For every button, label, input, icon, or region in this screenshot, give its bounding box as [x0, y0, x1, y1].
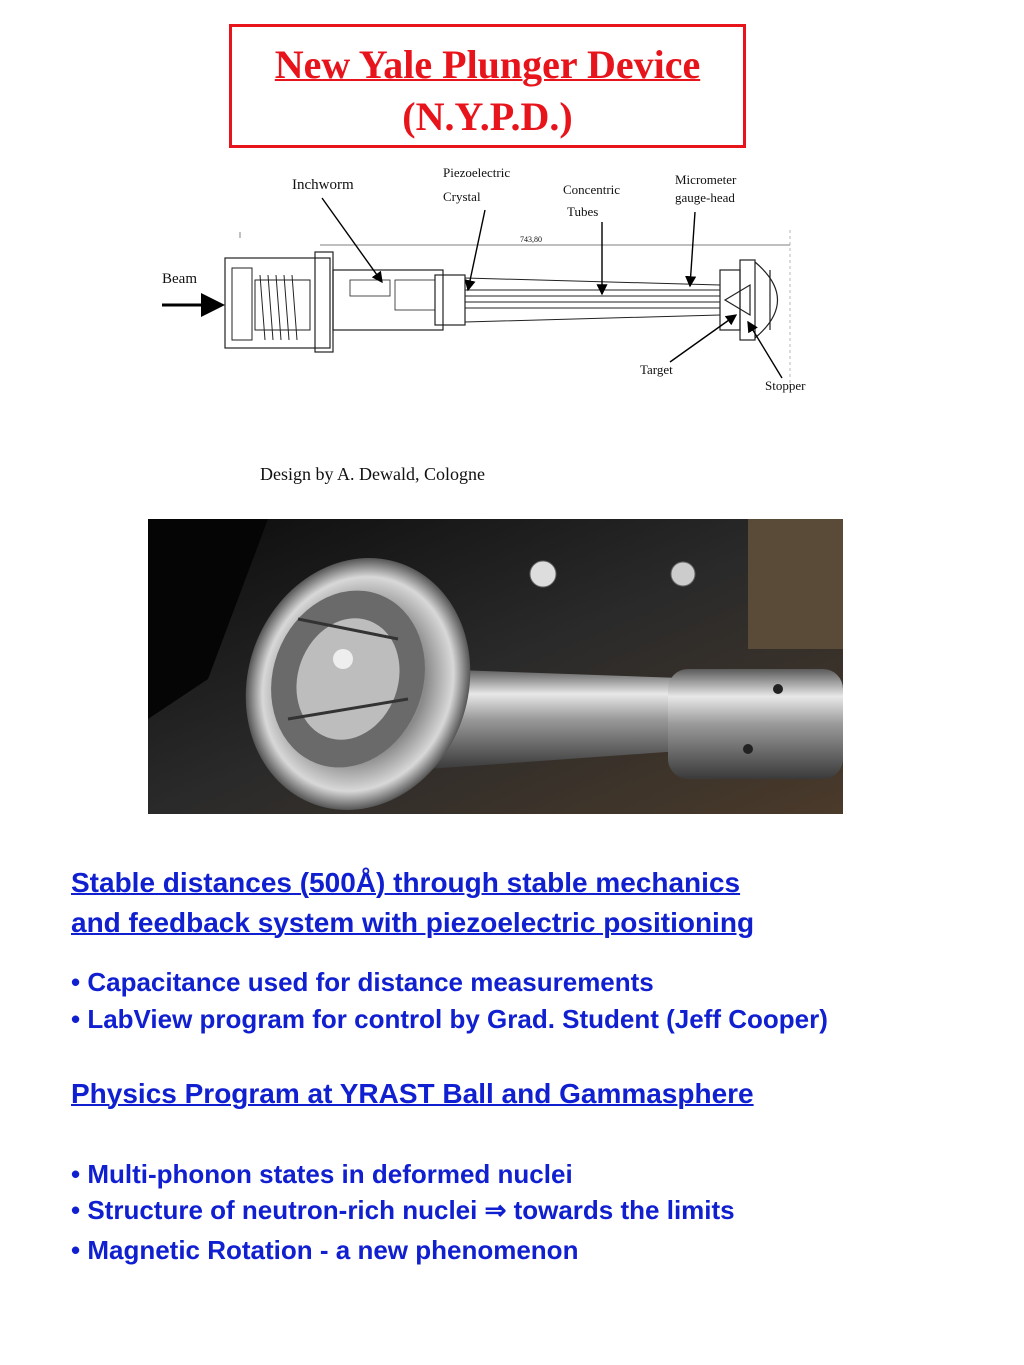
plunger-schematic [150, 150, 850, 410]
label-stopper: Stopper [765, 378, 806, 393]
label-beam: Beam [162, 271, 197, 287]
device-photo [148, 519, 843, 814]
label-micrometer-1: Micrometer [675, 172, 737, 187]
section2-bullet-1: • Multi-phonon states in deformed nuclei [71, 1159, 573, 1189]
section1-bullet-1: • Capacitance used for distance measurements [71, 967, 654, 997]
section1-heading-line2: and feedback system with piezoelectric positioning [71, 907, 755, 938]
inchworm-housing [225, 258, 330, 348]
label-micrometer-2: gauge-head [675, 190, 735, 205]
title-box [229, 24, 746, 148]
section2-heading: Physics Program at YRAST Ball and Gammasphere [71, 1078, 754, 1109]
label-concentric-1: Concentric [563, 182, 621, 197]
piezo-body [333, 270, 443, 330]
page-subtitle: (N.Y.P.D.) [402, 94, 573, 139]
label-piezo-1: Piezoelectric [443, 165, 511, 180]
section2-bullet-3: • Magnetic Rotation - a new phenomenon [71, 1235, 579, 1265]
page-title: New Yale Plunger Device [274, 42, 701, 87]
section2-bullet-2: • Structure of neutron-rich nuclei ⇒ towards the limits [71, 1195, 735, 1225]
target-head [720, 260, 778, 340]
label-concentric-2: Tubes [567, 204, 599, 219]
label-piezo-2: Crystal [443, 189, 481, 204]
bellows [255, 275, 310, 340]
concentric-tubes-drawing [465, 278, 720, 322]
label-inchworm: Inchworm [292, 177, 354, 193]
section1-bullet-2: • LabView program for control by Grad. Student (Jeff Cooper) [71, 1004, 828, 1034]
section1-heading-line1: Stable distances (500Å) through stable mechanics [71, 867, 741, 898]
dimension-label: 743,80 [520, 235, 542, 244]
design-credit: Design by A. Dewald, Cologne [260, 464, 485, 484]
label-target: Target [640, 362, 673, 377]
